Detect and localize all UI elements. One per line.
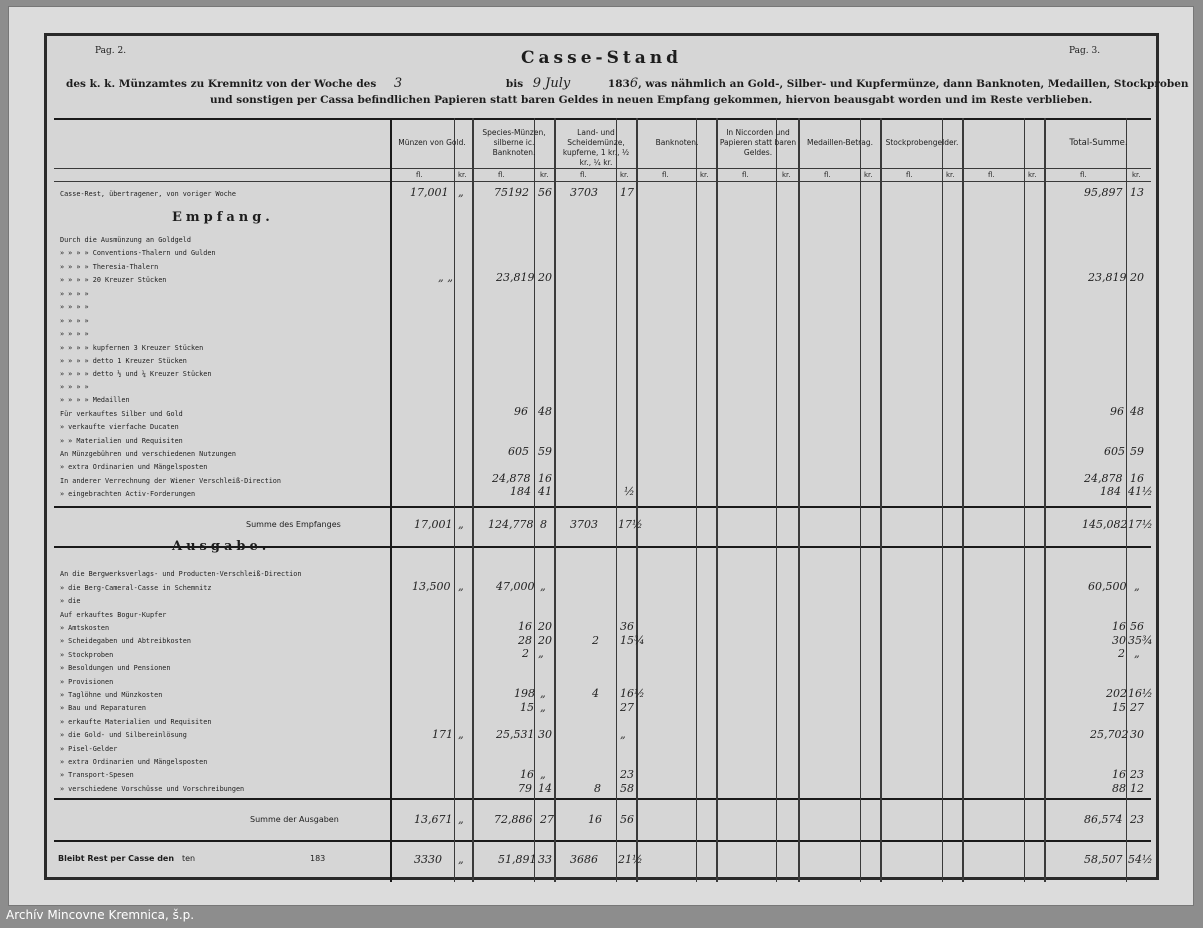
esum-total-kr: 17½ xyxy=(1128,518,1153,531)
esum-land: 3703 xyxy=(570,518,598,531)
rule-v xyxy=(798,118,800,882)
row-empfang: » » » » 20 Kreuzer Stücken xyxy=(60,276,167,284)
scheide-total-kr: 35¾ xyxy=(1128,634,1153,647)
asum-species: 72,886 xyxy=(494,813,533,826)
vorsch-land: 8 xyxy=(594,782,601,795)
row-empfang: » » » » kupfernen 3 Kreuzer Stücken xyxy=(60,344,204,352)
stock-species-kr: „ xyxy=(538,647,544,660)
carry-land-kr: 17 xyxy=(620,186,634,199)
unit-fl: fl. xyxy=(580,171,587,179)
schemnitz-gold-kr: „ xyxy=(458,580,464,593)
unit-kr: kr. xyxy=(700,171,709,179)
col-header-medaillen: Medaillen-Betrag. xyxy=(806,138,874,147)
week-from: 3 xyxy=(393,76,403,91)
row-ausgabe: » Besoldungen und Pensionen xyxy=(60,664,171,672)
vorsch-species-kr: 14 xyxy=(538,782,552,795)
rule-units xyxy=(54,181,1151,182)
activ-total: 184 xyxy=(1100,485,1121,498)
tag-total: 202 xyxy=(1106,687,1127,700)
row-empfang: » » » » xyxy=(60,330,89,338)
bau-species: 15 xyxy=(520,701,534,714)
unit-fl: fl. xyxy=(988,171,995,179)
col-header-land: Land- und Scheidemünze, kupferne, 1 kr., ½ kr., ¼ kr. xyxy=(562,128,630,167)
asum-gold: 13,671 xyxy=(414,813,453,826)
row-ausgabe: » Bau und Reparaturen xyxy=(60,704,146,712)
vorsch-land-kr: 58 xyxy=(620,782,634,795)
carry-total: 95,897 xyxy=(1084,186,1123,199)
silber-species: 96 xyxy=(514,405,528,418)
transp-land-kr: 23 xyxy=(620,768,634,781)
transp-total: 16 xyxy=(1112,768,1126,781)
carry-total-kr: 13 xyxy=(1130,186,1144,199)
row-empfang: » » » » xyxy=(60,383,89,391)
unit-fl: fl. xyxy=(416,171,423,179)
rule-v xyxy=(636,118,638,882)
unit-fl: fl. xyxy=(662,171,669,179)
amts-species: 16 xyxy=(518,620,532,633)
unit-kr: kr. xyxy=(782,171,791,179)
row-empfang: » » » » detto ½ und ¼ Kreuzer Stücken xyxy=(60,370,212,378)
row-ausgabe: An die Bergwerksverlags- und Producten-Verschleiß-Direction xyxy=(60,570,302,578)
transp-species-kr: „ xyxy=(540,768,546,781)
row-ausgabe: Auf erkauftes Bogur-Kupfer xyxy=(60,611,167,619)
rule-v xyxy=(962,118,964,882)
esum-species: 124,778 xyxy=(488,518,534,531)
e20kr-species-kr: 20 xyxy=(538,271,552,284)
bau-total-kr: 27 xyxy=(1130,701,1144,714)
carry-species-kr: 56 xyxy=(538,186,552,199)
col-header-species: Species-Münzen, silberne ic. Banknoten. xyxy=(482,128,546,157)
activ-total-kr: 41½ xyxy=(1128,485,1153,498)
tag-species-kr: „ xyxy=(540,687,546,700)
einl-total: 25,702 xyxy=(1090,728,1129,741)
col-header-stockproben: Stockprobengelder. xyxy=(885,138,959,147)
carry-gold-kr: „ xyxy=(458,186,464,199)
unit-kr: kr. xyxy=(1028,171,1037,179)
col-header-banknoten: Banknoten. xyxy=(655,138,699,147)
stock-species: 2 xyxy=(522,647,529,660)
rule-v xyxy=(554,118,556,882)
rest-total: 58,507 xyxy=(1084,853,1123,866)
row-ausgabe: » Scheidegaben und Abtreibkosten xyxy=(60,637,191,645)
row-empfang: » » » » Conventions-Thalern und Gulden xyxy=(60,249,216,257)
e20kr-species: 23,819 xyxy=(496,271,535,284)
carry-species: 75192 xyxy=(494,186,529,199)
wien-total: 24,878 xyxy=(1084,472,1123,485)
row-empfang: » » » » Theresia-Thalern xyxy=(60,263,159,271)
ausgabe-sum-label: Summe der Ausgaben xyxy=(250,815,339,824)
vorsch-total: 88 xyxy=(1112,782,1126,795)
rule-v xyxy=(616,118,617,882)
wien-species-kr: 16 xyxy=(538,472,552,485)
stock-total-kr: „ xyxy=(1134,647,1140,660)
unit-fl: fl. xyxy=(1080,171,1087,179)
stock-total: 2 xyxy=(1118,647,1125,660)
unit-fl: fl. xyxy=(906,171,913,179)
header-line-2: und sonstigen per Cassa befindlichen Papieren statt baren Geldes in neuen Empfang gekommen, hiervon beausgabt worden und im Reste verblieben. xyxy=(210,94,1093,106)
e20kr-total: 23,819 xyxy=(1088,271,1127,284)
einl-species: 25,531 xyxy=(496,728,535,741)
document-title: Casse-Stand xyxy=(521,48,682,68)
tag-species: 198 xyxy=(514,687,535,700)
einl-gold-kr: „ xyxy=(458,728,464,741)
unit-kr: kr. xyxy=(540,171,549,179)
bau-species-kr: „ xyxy=(540,701,546,714)
silber-species-kr: 48 xyxy=(538,405,552,418)
archive-credit: Archív Mincovne Kremnica, š.p. xyxy=(6,908,195,922)
rule-v xyxy=(472,118,474,882)
unit-fl: fl. xyxy=(742,171,749,179)
unit-kr: kr. xyxy=(458,171,467,179)
rest-ten: ten xyxy=(182,854,196,863)
e20kr-total-kr: 20 xyxy=(1130,271,1144,284)
header-year: 183 xyxy=(607,78,630,90)
row-ausgabe: » die Gold- und Silbereinlösung xyxy=(60,731,187,739)
amts-total-kr: 56 xyxy=(1130,620,1144,633)
rest-land-kr: 21½ xyxy=(618,853,643,866)
header-bis: bis xyxy=(505,78,524,90)
muenz-total: 605 xyxy=(1104,445,1125,458)
scheide-land: 2 xyxy=(592,634,599,647)
esum-gold: 17,001 xyxy=(414,518,453,531)
rule-v xyxy=(860,118,861,882)
ledger-table xyxy=(54,118,1151,882)
bau-land-kr: 27 xyxy=(620,701,634,714)
bau-total: 15 xyxy=(1112,701,1126,714)
row-ausgabe: » die xyxy=(60,597,81,605)
rule-v xyxy=(716,118,718,882)
rest-total-kr: 54½ xyxy=(1128,853,1153,866)
asum-total-kr: 23 xyxy=(1130,813,1144,826)
scheide-species-kr: 20 xyxy=(538,634,552,647)
scheide-land-kr: 15¾ xyxy=(620,634,645,647)
header-suffix: , was nähmlich an Gold-, Silber- und Kupfermünze, dann Banknoten, Medaillen, Stockproben xyxy=(638,78,1189,90)
rule-v xyxy=(1024,118,1025,882)
col-header-total: Total-Summe. xyxy=(1069,138,1128,148)
week-to: 9 July xyxy=(532,76,571,91)
rest-gold: 3330 xyxy=(414,853,442,866)
empfang-sum-label: Summe des Empfanges xyxy=(246,520,341,529)
wien-total-kr: 16 xyxy=(1130,472,1144,485)
esum-species-kr: 8 xyxy=(540,518,547,531)
activ-land-kr: ½ xyxy=(624,485,635,498)
activ-species: 184 xyxy=(510,485,531,498)
row-empfang: » » » » detto 1 Kreuzer Stücken xyxy=(60,357,187,365)
row-ausgabe: » Pisel-Gelder xyxy=(60,745,118,753)
col-header-gold: Münzen von Gold. xyxy=(398,138,466,147)
amts-total: 16 xyxy=(1112,620,1126,633)
row-empfang: An Münzgebühren und verschiedenen Nutzungen xyxy=(60,450,236,458)
row-empfang: Für verkauftes Silber und Gold xyxy=(60,410,183,418)
silber-total-kr: 48 xyxy=(1130,405,1144,418)
rest-year: 183 xyxy=(310,854,326,863)
asum-land-kr: 56 xyxy=(620,813,634,826)
row-ausgabe: » Transport-Spesen xyxy=(60,771,134,779)
rule-v xyxy=(776,118,777,882)
section-empfang: Empfang. xyxy=(172,210,274,225)
esum-land-kr: 17½ xyxy=(618,518,643,531)
row-empfang: » verkaufte vierfache Ducaten xyxy=(60,423,179,431)
asum-species-kr: 27 xyxy=(540,813,554,826)
muenz-species-kr: 59 xyxy=(538,445,552,458)
rest-gold-kr: „ xyxy=(458,853,464,866)
asum-land: 16 xyxy=(588,813,602,826)
row-ausgabe: » verschiedene Vorschüsse und Vorschreibungen xyxy=(60,785,245,793)
row-carry: Casse-Rest, übertragener, von voriger Woche xyxy=(60,190,236,198)
einl-land-kr: „ xyxy=(620,728,626,741)
schemnitz-species: 47,000 xyxy=(496,580,535,593)
esum-gold-kr: „ xyxy=(458,518,464,531)
unit-fl: fl. xyxy=(824,171,831,179)
rest-species-kr: 33 xyxy=(538,853,552,866)
schemnitz-gold: 13,500 xyxy=(412,580,451,593)
row-empfang: » » » » xyxy=(60,303,89,311)
unit-kr: kr. xyxy=(620,171,629,179)
vorsch-species: 79 xyxy=(518,782,532,795)
silber-total: 96 xyxy=(1110,405,1124,418)
transp-total-kr: 23 xyxy=(1130,768,1144,781)
row-ausgabe: » Stockproben xyxy=(60,651,114,659)
rule-ausgabe-sum xyxy=(54,840,1151,842)
unit-fl: fl. xyxy=(498,171,505,179)
rest-label: Bleibt Rest per Casse den xyxy=(58,854,175,863)
einl-total-kr: 30 xyxy=(1130,728,1144,741)
amts-species-kr: 20 xyxy=(538,620,552,633)
rule-empfang-top xyxy=(54,506,1151,508)
row-empfang: » » » » xyxy=(60,317,89,325)
row-ausgabe: » die Berg-Cameral-Casse in Schemnitz xyxy=(60,584,212,592)
wien-species: 24,878 xyxy=(492,472,531,485)
rule-v xyxy=(454,118,455,882)
schemnitz-total-kr: „ xyxy=(1134,580,1140,593)
header-prefix: des k. k. Münzamtes zu Kremnitz von der Woche des xyxy=(66,78,377,90)
schemnitz-species-kr: „ xyxy=(540,580,546,593)
section-ausgabe: Ausgabe. xyxy=(172,539,271,554)
rest-land: 3686 xyxy=(570,853,598,866)
row-ausgabe: » erkaufte Materialien und Requisiten xyxy=(60,718,212,726)
transp-species: 16 xyxy=(520,768,534,781)
row-empfang: In anderer Verrechnung der Wiener Verschleiß-Direction xyxy=(60,477,281,485)
unit-kr: kr. xyxy=(864,171,873,179)
col-header-niccorden: In Niccorden und Papieren statt baren Geldes. xyxy=(719,128,797,157)
rule-v xyxy=(1044,118,1046,882)
asum-total: 86,574 xyxy=(1084,813,1123,826)
row-ausgabe: » Provisionen xyxy=(60,678,114,686)
rule-v xyxy=(942,118,943,882)
tag-total-kr: 16½ xyxy=(1128,687,1153,700)
tag-land-kr: 16½ xyxy=(620,687,645,700)
carry-gold: 17,001 xyxy=(410,186,449,199)
rule-top xyxy=(54,118,1151,120)
schemnitz-total: 60,500 xyxy=(1088,580,1127,593)
rule-v xyxy=(696,118,697,882)
row-empfang: » eingebrachten Activ-Forderungen xyxy=(60,490,196,498)
rule-v xyxy=(534,118,535,882)
row-empfang: » » » » Medaillen xyxy=(60,396,130,404)
rule-v xyxy=(880,118,882,882)
rest-species: 51,891 xyxy=(498,853,537,866)
unit-kr: kr. xyxy=(946,171,955,179)
muenz-species: 605 xyxy=(508,445,529,458)
row-empfang: » » » » xyxy=(60,290,89,298)
page-number-left: Pag. 2. xyxy=(95,46,127,56)
row-empfang: Durch die Ausmünzung an Goldgeld xyxy=(60,236,191,244)
einl-gold: 171 xyxy=(432,728,453,741)
tag-land: 4 xyxy=(592,687,599,700)
row-empfang: » » Materialien und Requisiten xyxy=(60,437,183,445)
scheide-species: 28 xyxy=(518,634,532,647)
header-line-1 xyxy=(66,76,1189,91)
page-number-right: Pag. 3. xyxy=(1069,46,1101,56)
row-empfang: » extra Ordinarien und Mängelsposten xyxy=(60,463,208,471)
e20kr-gold: „ „ xyxy=(438,271,453,284)
rule-desc xyxy=(390,118,392,882)
rule-v xyxy=(1126,118,1127,882)
vorsch-total-kr: 12 xyxy=(1130,782,1144,795)
carry-land: 3703 xyxy=(570,186,598,199)
amts-land-kr: 36 xyxy=(620,620,634,633)
rule-head xyxy=(54,168,1151,169)
header-year-hand: 6 xyxy=(629,76,639,91)
asum-gold-kr: „ xyxy=(458,813,464,826)
activ-species-kr: 41 xyxy=(538,485,552,498)
row-ausgabe: » Amtskosten xyxy=(60,624,110,632)
unit-kr: kr. xyxy=(1132,171,1141,179)
row-ausgabe: » Taglöhne und Münzkosten xyxy=(60,691,163,699)
scheide-total: 30 xyxy=(1112,634,1126,647)
rule-ausgabe-top xyxy=(54,798,1151,800)
muenz-total-kr: 59 xyxy=(1130,445,1144,458)
row-ausgabe: » extra Ordinarien und Mängelsposten xyxy=(60,758,208,766)
einl-species-kr: 30 xyxy=(538,728,552,741)
esum-total: 145,082 xyxy=(1082,518,1128,531)
